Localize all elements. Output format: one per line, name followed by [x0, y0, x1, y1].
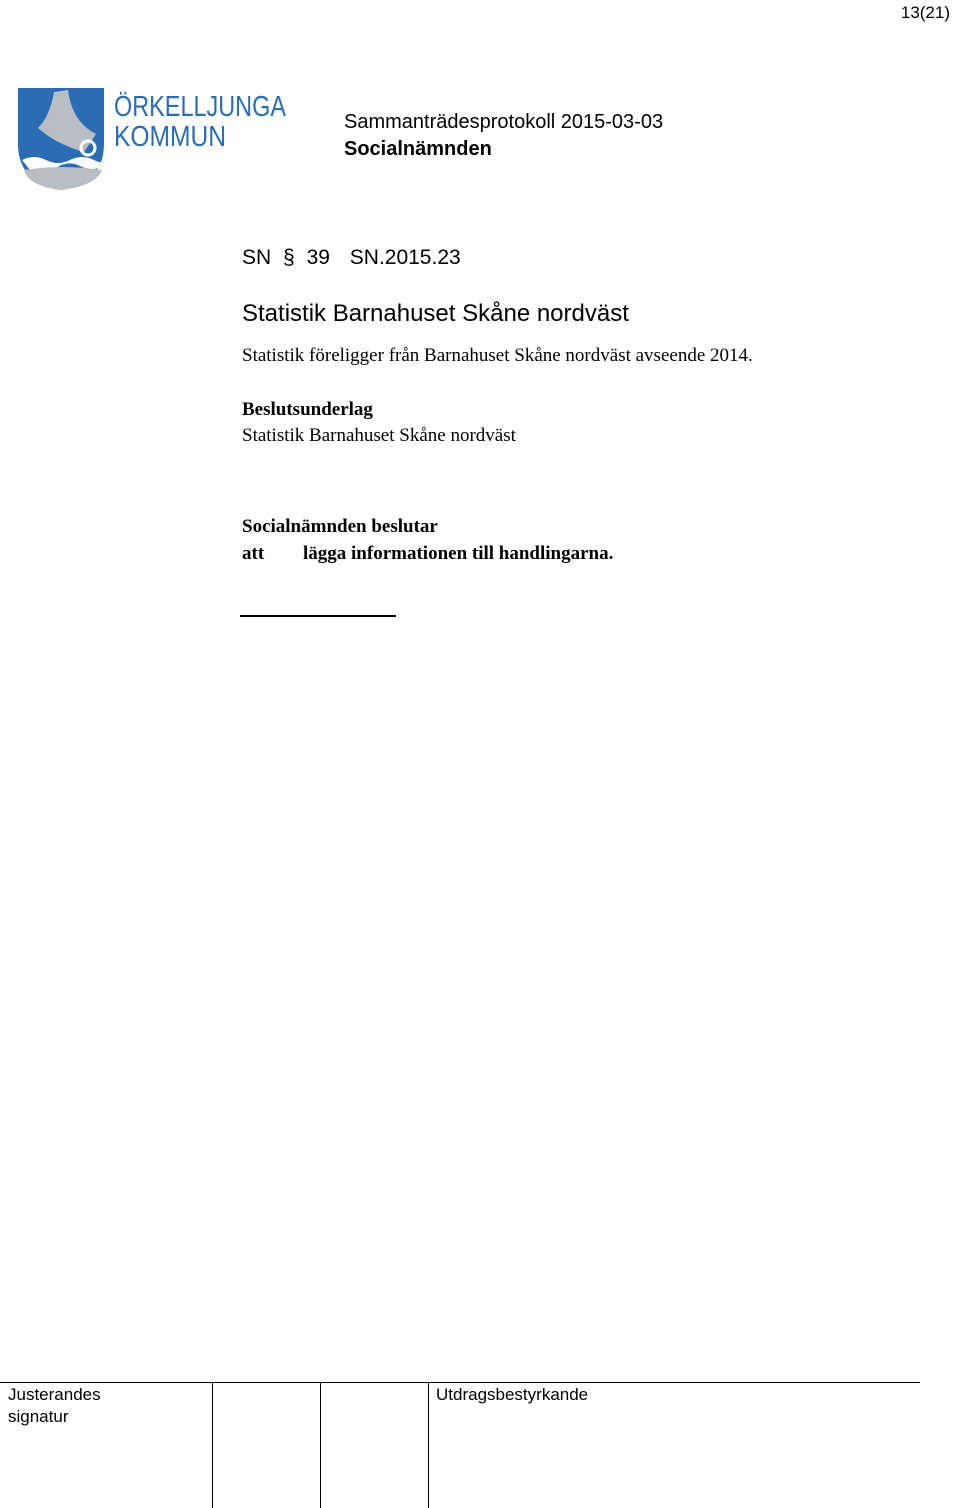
case-prefix: SN [242, 246, 272, 269]
case-title: Statistik Barnahuset Skåne nordväst [242, 300, 629, 327]
decision-heading: Socialnämnden beslutar [242, 516, 438, 537]
extract-certification-label: Utdragsbestyrkande [436, 1385, 589, 1404]
protocol-title: Sammanträdesprotokoll 2015-03-03 [344, 111, 664, 133]
signature-label-line-2: signatur [8, 1407, 69, 1426]
case-ref-number: SN.2015.23 [349, 246, 461, 269]
logo-line-1: ÖRKELLJUNGA [114, 91, 287, 123]
municipality-logo [16, 82, 296, 192]
lower-shield [24, 167, 102, 190]
decision-text: lägga informationen till handlingarna. [303, 543, 614, 564]
signature-label [8, 1384, 101, 1428]
section-symbol: § [283, 246, 295, 269]
page-number: 13(21) [900, 3, 950, 22]
signature-label-line-1: Justerandes [8, 1385, 101, 1404]
footer-rule [0, 1382, 920, 1383]
basis-item: Statistik Barnahuset Skåne nordväst [242, 425, 516, 446]
case-reference [242, 245, 461, 271]
signature-box-divider-3 [428, 1383, 429, 1508]
decision-att: att [242, 543, 265, 564]
basis-heading: Beslutsunderlag [242, 399, 373, 420]
committee-name: Socialnämnden [344, 138, 492, 160]
signature-box-divider-1 [212, 1383, 213, 1508]
decision-line [242, 542, 613, 566]
end-rule [240, 615, 396, 617]
section-number: 39 [306, 246, 330, 269]
case-summary: Statistik föreligger från Barnahuset Skåne nordväst avseende 2014. [242, 345, 753, 366]
logo-line-2: KOMMUN [114, 121, 226, 153]
signature-box-divider-2 [320, 1383, 321, 1508]
